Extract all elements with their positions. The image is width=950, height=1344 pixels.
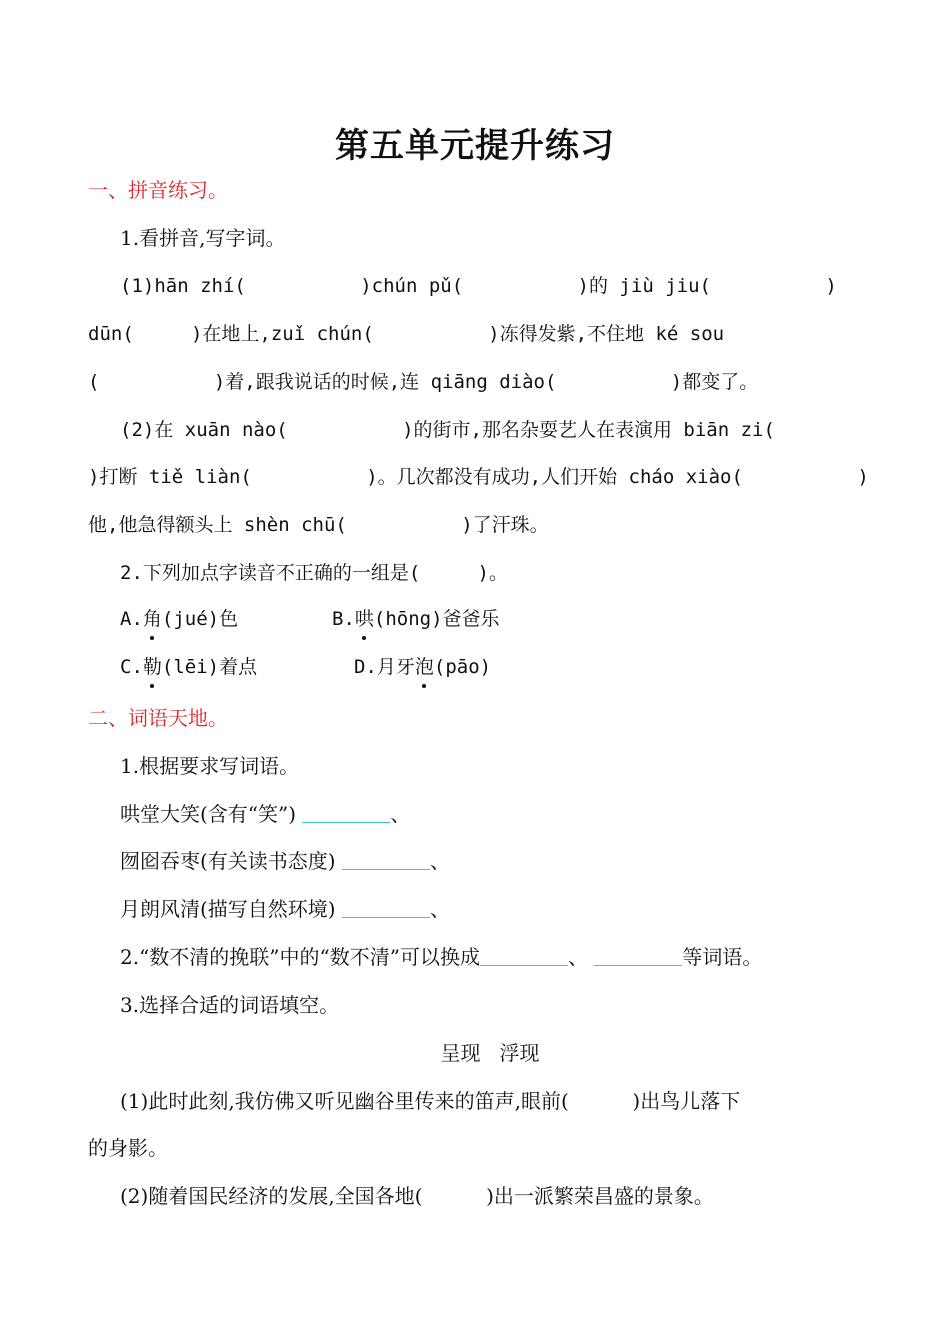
emphasis-char: 哄	[355, 605, 374, 633]
question-line: ( )着,跟我说话的时候,连 qiāng diào( )都变了。	[88, 371, 759, 393]
answer-blank[interactable]	[594, 945, 682, 966]
question-line: (1)hān zhí( )chún pǔ( )的 jiù jiu( )	[120, 275, 837, 297]
emphasis-char: 角	[143, 605, 162, 633]
question-label: 1.看拼音,写字词。	[120, 226, 286, 250]
option-c: C.勒(lēi)着点	[120, 653, 257, 681]
answer-blank[interactable]	[480, 945, 568, 966]
question-label: 2.下列加点字读音不正确的一组是( )。	[120, 562, 508, 584]
word-row: 月朗风清(描写自然环境) 、	[120, 897, 450, 921]
answer-blank[interactable]	[342, 849, 430, 870]
option-b: B.哄(hōng)爸爸乐	[332, 605, 500, 633]
answer-blank[interactable]	[302, 802, 390, 823]
question-label: 1.根据要求写词语。	[120, 754, 300, 778]
question-line: 2.“数不清的挽联”中的“数不清”可以换成 、 等词语。	[120, 945, 763, 969]
option-a: A.角(jué)色	[120, 605, 238, 633]
question-label: 3.选择合适的词语填空。	[120, 993, 340, 1017]
word-row: 囫囵吞枣(有关读书态度) 、	[120, 849, 450, 873]
section-heading-words: 二、词语天地。	[88, 706, 228, 730]
question-line: 的身影。	[88, 1136, 168, 1160]
answer-blank[interactable]	[342, 897, 430, 918]
question-line: 他,他急得额头上 shèn chū( )了汗珠。	[88, 514, 549, 536]
section-heading-pinyin: 一、拼音练习。	[88, 178, 228, 202]
emphasis-char: 泡	[415, 653, 434, 681]
word-row: 哄堂大笑(含有“笑”) 、	[120, 802, 411, 826]
word-choices: 呈现 浮现	[440, 1041, 540, 1065]
question-line: dūn( )在地上,zuǐ chún( )冻得发紫,不住地 ké sou	[88, 323, 725, 345]
question-line: )打断 tiě liàn( )。几次都没有成功,人们开始 cháo xiào( )	[88, 466, 869, 488]
question-line: (2)在 xuān nào( )的街市,那名杂耍艺人在表演用 biān zi(	[120, 419, 775, 441]
page-title: 第五单元提升练习	[335, 126, 615, 166]
option-d: D.月牙泡(pāo)	[354, 653, 491, 681]
question-line: (2)随着国民经济的发展,全国各地( )出一派繁荣昌盛的景象。	[120, 1184, 714, 1208]
question-line: (1)此时此刻,我仿佛又听见幽谷里传来的笛声,眼前( )出鸟儿落下	[120, 1089, 741, 1113]
emphasis-char: 勒	[143, 653, 162, 681]
